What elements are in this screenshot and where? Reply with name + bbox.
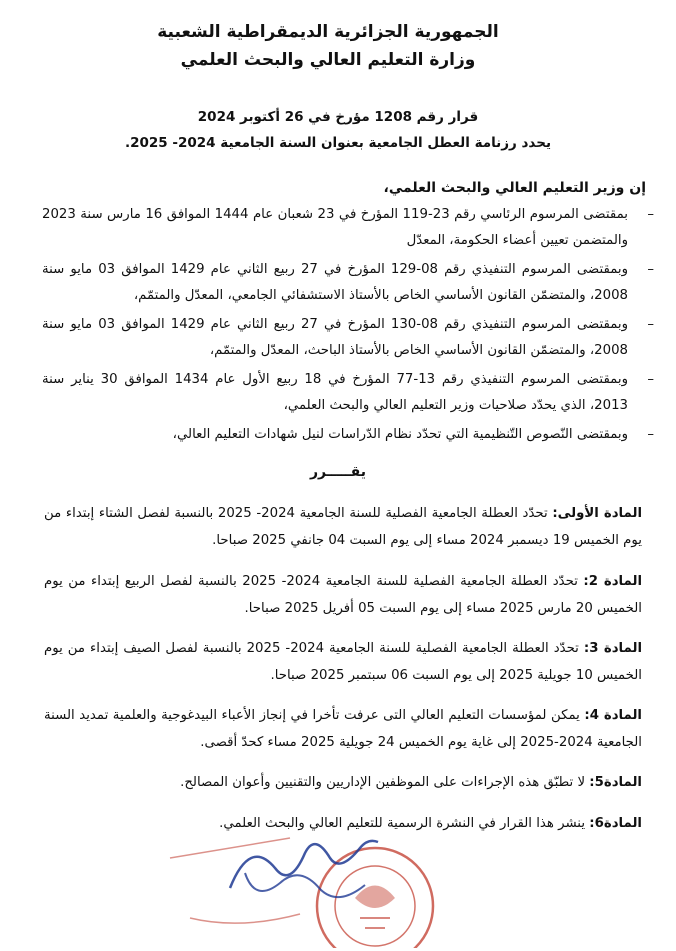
- dash-bullet: –: [647, 317, 654, 332]
- decision-subject: يحدد رزنامة العطل الجامعية بعنوان السنة الجامعية 2024- 2025.: [124, 135, 552, 151]
- ministry-title: وزارة التعليم العالي والبحث العلمي: [180, 50, 476, 70]
- consideration-item: [42, 367, 654, 419]
- article-3: [44, 635, 642, 689]
- article-text: لا تطبّق هذه الإجراءات على الموظفين الإداريين والتقنيين وأعوان المصالح.: [180, 775, 586, 791]
- article-text: تحدّد العطلة الجامعية الفصلية للسنة الجامعية 2024- 2025 بالنسبة لفصل الصيف إبتداء من يوم الخميس 10 جويلية 2025 إلى يوم السبت 06 سبتمبر 2025 صباحا.: [44, 640, 642, 683]
- article-label: المادة 4:: [584, 708, 642, 724]
- article-label: المادة 3:: [583, 640, 643, 656]
- consideration-item: [42, 202, 654, 254]
- dash-bullet: –: [647, 427, 654, 442]
- article-1: [44, 500, 642, 554]
- article-text: يمكن لمؤسسات التعليم العالي التى عرفت تأخرا في إنجاز الأعباء البيدغوجية والعلمية تمديد السنة الجامعية 2024-2025 إلى غاية يوم الخميس 24 جويلية 2025 مساء كحدّ أقصى.: [44, 708, 642, 751]
- articles-section: [44, 487, 642, 845]
- article-label: المادة 2:: [583, 573, 643, 589]
- handwritten-signature-icon: [170, 838, 378, 923]
- dash-bullet: –: [647, 262, 654, 277]
- consideration-text: وبمقتضى النّصوص التّنظيمية التي تحدّد نظام الدّراسات لنيل شهادات التعليم العالي،: [172, 427, 628, 442]
- signature-stamp: [160, 818, 460, 948]
- article-label: المادة6:: [589, 815, 642, 831]
- consideration-item: [42, 257, 654, 309]
- article-text: تحدّد العطلة الجامعية الفصلية للسنة الجامعية 2024- 2025 بالنسبة لفصل الشتاء إبتداء من يوم الخميس 19 ديسمبر 2024 مساء إلى يوم السبت 04 جانفي 2025 صباحا.: [44, 506, 642, 549]
- dash-bullet: –: [647, 372, 654, 387]
- consideration-text: بمقتضى المرسوم الرئاسي رقم 23-119 المؤرخ في 23 شعبان عام 1444 الموافق 16 مارس سنة 2023 والمتضمن تعيين أعضاء الحكومة، المعدّل: [42, 207, 628, 248]
- republic-title: الجمهورية الجزائرية الديمقراطية الشعبية: [157, 22, 499, 42]
- article-text: تحدّد العطلة الجامعية الفصلية للسنة الجامعية 2024- 2025 بالنسبة لفصل الربيع إبتداء من يوم الخميس 20 مارس 2025 مساء إلى يوم السبت 05 أفريل 2025 صباحا.: [44, 573, 642, 616]
- consideration-item: [42, 422, 654, 448]
- article-4: [44, 702, 642, 756]
- article-text: ينشر هذا القرار في النشرة الرسمية للتعليم العالي والبحث العلمي.: [219, 815, 586, 831]
- decides-heading: يقـــــرر: [309, 464, 367, 480]
- article-2: [44, 568, 642, 622]
- article-label: المادة5:: [589, 775, 642, 791]
- article-label: المادة الأولى:: [552, 506, 642, 522]
- consideration-text: وبمقتضى المرسوم التنفيذي رقم 08-130 المؤرخ في 27 ربيع الثاني عام 1429 الموافق 03 مايو سنة 2008، والمتضمّن القانون الأساسي الخاص بالأستاذ الباحث، المعدّل والمتمّم،: [42, 317, 629, 358]
- consideration-text: وبمقتضى المرسوم التنفيذي رقم 08-129 المؤرخ في 27 ربيع الثاني عام 1429 الموافق 03 مايو سنة 2008، والمتضمّن القانون الأساسي الخاص بالأستاذ الاستشفائي الجامعي، المعدّل والمتمّم،: [42, 262, 629, 303]
- considerations-list: [42, 202, 654, 451]
- consideration-item: [42, 312, 654, 364]
- document-header: [0, 22, 676, 70]
- dash-bullet: –: [647, 207, 654, 222]
- consideration-text: وبمقتضى المرسوم التنفيذي رقم 13-77 المؤرخ في 18 ربيع الأول عام 1434 الموافق 30 يناير سنة 2013، الذي يحدّد صلاحيات وزير التعليم العالي والبحث العلمي،: [42, 372, 628, 413]
- decision-heading: [0, 104, 676, 156]
- minister-intro: إن وزير التعليم العالي والبحث العلمي،: [383, 180, 646, 196]
- article-5: [44, 769, 642, 796]
- decision-number: قرار رقم 1208 مؤرخ في 26 أكتوبر 2024: [197, 109, 479, 125]
